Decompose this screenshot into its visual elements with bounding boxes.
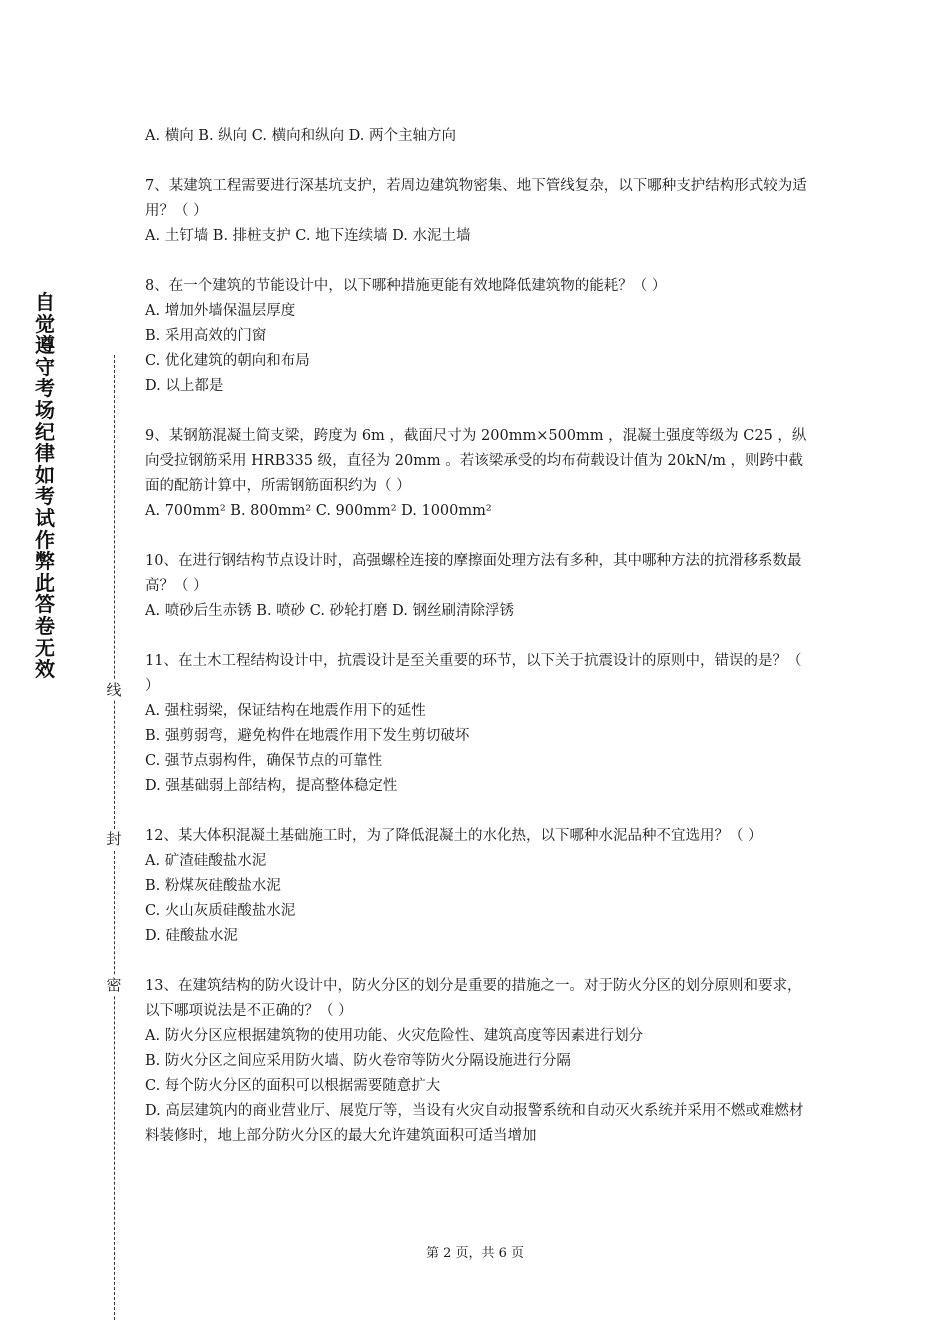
question-block bbox=[145, 424, 810, 524]
question-block bbox=[145, 824, 810, 949]
question-line: A. 强柱弱梁，保证结构在地震作用下的延性 bbox=[145, 703, 426, 719]
question-line: D. 硅酸盐水泥 bbox=[145, 928, 238, 944]
question-line: D. 以上都是 bbox=[145, 378, 224, 394]
binding-notice: 自觉遵守考场纪律如考试作弊此答卷无效 bbox=[35, 290, 55, 682]
question-line: B. 采用高效的门窗 bbox=[145, 328, 267, 344]
question-line: C. 优化建筑的朝向和布局 bbox=[145, 353, 310, 369]
question-line: B. 防火分区之间应采用防火墙、防火卷帘等防火分隔设施进行分隔 bbox=[145, 1053, 571, 1069]
question-stem: 12、某大体积混凝土基础施工时，为了降低混凝土的水化热，以下哪种水泥品种不宜选用？（ ） bbox=[145, 828, 763, 844]
question-line: C. 火山灰质硅酸盐水泥 bbox=[145, 903, 296, 919]
question-line: C. 强节点弱构件，确保节点的可靠性 bbox=[145, 753, 383, 769]
question-stem: 8、在一个建筑的节能设计中，以下哪种措施更能有效地降低建筑物的能耗？（ ） bbox=[145, 278, 667, 294]
question-line: D. 强基础弱上部结构，提高整体稳定性 bbox=[145, 778, 398, 794]
question-block bbox=[145, 274, 810, 399]
question-line: B. 强剪弱弯，避免构件在地震作用下发生剪切破坏 bbox=[145, 728, 470, 744]
question-block bbox=[145, 974, 810, 1149]
question-stem: 13、在建筑结构的防火设计中，防火分区的划分是重要的措施之一。对于防火分区的划分原则和要求，以下哪项说法是不正确的？（ ） bbox=[145, 978, 802, 1019]
question-line: A. 矿渣硅酸盐水泥 bbox=[145, 853, 267, 869]
question-line: A. 喷砂后生赤锈 B. 喷砂 C. 砂轮打磨 D. 钢丝刷清除浮锈 bbox=[145, 603, 515, 619]
binding-mark-line: 线 bbox=[104, 680, 124, 700]
question-line: A. 增加外墙保温层厚度 bbox=[145, 303, 296, 319]
binding-mark-secret: 密 bbox=[104, 975, 124, 995]
binding-mark-seal: 封 bbox=[104, 829, 124, 849]
question-stem: 10、在进行钢结构节点设计时，高强螺栓连接的摩擦面处理方法有多种，其中哪种方法的抗滑移系数最高？（ ） bbox=[145, 553, 802, 594]
question-line: B. 粉煤灰硅酸盐水泥 bbox=[145, 878, 281, 894]
question-stem: 7、某建筑工程需要进行深基坑支护，若周边建筑物密集、地下管线复杂，以下哪种支护结构形式较为适用？（ ） bbox=[145, 178, 807, 219]
question-line: D. 高层建筑内的商业营业厅、展览厅等，当设有火灾自动报警系统和自动灭火系统并采用不燃或难燃材料装修时，地上部分防火分区的最大允许建筑面积可适当增加 bbox=[145, 1103, 804, 1144]
question-line: A. 防火分区应根据建筑物的使用功能、火灾危险性、建筑高度等因素进行划分 bbox=[145, 1028, 644, 1044]
question-block bbox=[145, 649, 810, 799]
question-block bbox=[145, 549, 810, 624]
question-line: C. 每个防火分区的面积可以根据需要随意扩大 bbox=[145, 1078, 441, 1094]
page-footer: 第 2 页，共 6 页 bbox=[425, 1246, 525, 1261]
question-line: A. 横向 B. 纵向 C. 横向和纵向 D. 两个主轴方向 bbox=[145, 128, 457, 144]
question-stem: 11、在土木工程结构设计中，抗震设计是至关重要的环节，以下关于抗震设计的原则中，错误的是？（ ） bbox=[145, 653, 807, 694]
question-list bbox=[145, 124, 810, 1174]
question-line: A. 土钉墙 B. 排桩支护 C. 地下连续墙 D. 水泥土墙 bbox=[145, 228, 471, 244]
question-line: A. 700mm² B. 800mm² C. 900mm² D. 1000mm² bbox=[145, 503, 492, 519]
question-stem: 9、某钢筋混凝土简支梁，跨度为 6m ，截面尺寸为 200mm×500mm ，混凝土强度等级为 C25 ，纵向受拉钢筋采用 HRB335 级，直径为 20mm 。若该梁承受的均布荷载设计值为 20kN/m ，则跨中截面的配筋计算中，所需钢筋面积约为（ ） bbox=[145, 428, 807, 494]
question-block bbox=[145, 174, 810, 249]
question-block bbox=[145, 124, 810, 149]
